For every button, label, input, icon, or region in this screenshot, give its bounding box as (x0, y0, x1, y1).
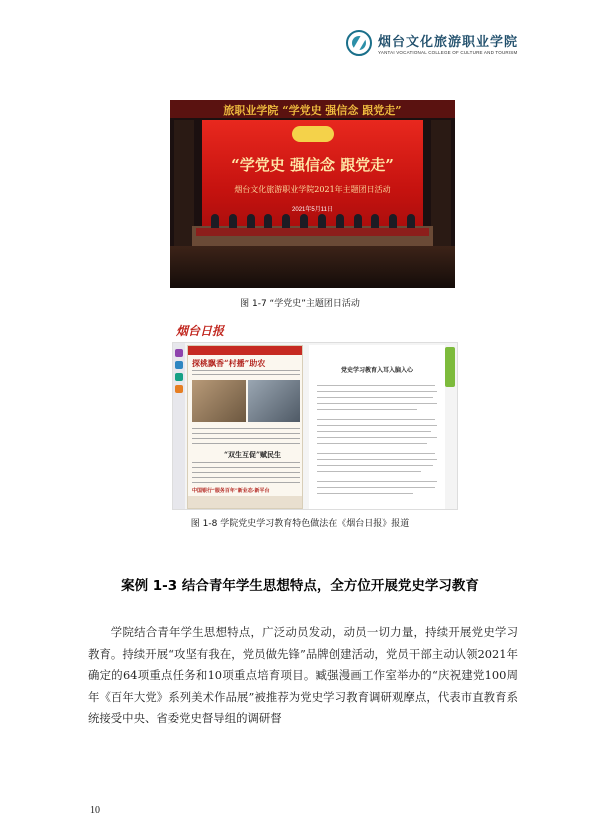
photo-top-banner-text: 旅职业学院 “学党史 强信念 跟党走” (223, 104, 402, 117)
newspaper-photo-left (192, 380, 246, 422)
newspaper-footer (188, 496, 302, 508)
page-number: 10 (90, 805, 100, 816)
sidebar-grid-icon[interactable] (175, 361, 183, 369)
college-logo (346, 30, 518, 56)
stage-table (196, 228, 429, 236)
newspaper-headline-2: “双生互促”赋民生 (224, 450, 282, 459)
article-title: 党史学习教育入耳入脑入心 (340, 367, 413, 374)
screen-slogan: “学党史 强信念 跟党走” (231, 156, 394, 174)
screen-badge (292, 126, 334, 142)
figure-2-caption: 图 1-8 学院党史学习教育特色做法在《烟台日报》报道 (190, 519, 410, 529)
newspaper-headline-1: 探桃飘香“村播”助农 (192, 358, 266, 368)
screen-date: 2021年5月11日 (292, 207, 333, 213)
photo-top-banner (170, 100, 455, 118)
hall-pillar-right (431, 120, 451, 250)
article-view (309, 345, 445, 509)
logo-english-name: YANTAI VOCATIONAL COLLEGE OF CULTURE AND TOURISM (378, 50, 518, 55)
logo-chinese-name: 烟台文化旅游职业学院 (378, 35, 519, 50)
newspaper-masthead (188, 346, 302, 355)
newspaper-page (187, 345, 303, 509)
event-photo (170, 100, 455, 288)
figure-1-caption: 图 1-7 “学党史”主题团日活动 (240, 299, 360, 309)
college-emblem-icon (346, 30, 372, 56)
sidebar-share-icon[interactable] (175, 373, 183, 381)
screen-subtitle: 烟台文化旅游职业学院2021年主题团日活动 (234, 185, 391, 194)
newspaper-logo: 烟台日报 (176, 324, 225, 338)
sidebar-menu-icon[interactable] (175, 349, 183, 357)
stage-people (206, 212, 420, 228)
hall-floor (170, 246, 455, 288)
body-text (88, 622, 518, 730)
viewer-sidebar (173, 343, 185, 509)
newspaper-footer-headline: 中国银行“服务百年”新业态·新平台 (192, 488, 270, 494)
viewer-side-tab[interactable] (445, 347, 455, 387)
newspaper-screenshot (172, 342, 458, 510)
section-heading: 案例 1-3 结合青年学生思想特点，全方位开展党史学习教育 (121, 578, 479, 594)
newspaper-photo-right (248, 380, 300, 422)
hall-pillar-left (174, 120, 194, 250)
body-paragraph: 学院结合青年学生思想特点，广泛动员发动，动员一切力量，持续开展党史学习教育。持续开展“攻坚有我在，党员做先锋”品牌创建活动，党员干部主动认领2021年确定的64项重点任务和10项重点培育项目。臧强漫画工作室举办的“庆祝建党100周年《百年大党》系列美术作品展”被推荐为党史学习教育调研观摩点，代表市直教育系统接受中央、省委党史督导组的调研督 (88, 625, 518, 725)
logo-text (378, 31, 518, 55)
sidebar-list-icon[interactable] (175, 385, 183, 393)
